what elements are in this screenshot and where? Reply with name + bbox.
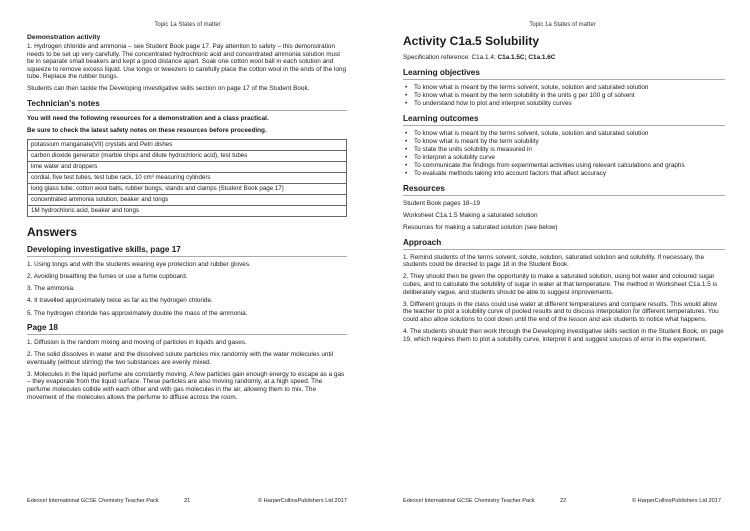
list-item: • To know what is meant by the term solubility in the units g per 100 g of solvent: [403, 92, 725, 100]
footer-copyright: © HarperCollinsPublishers Ltd 2017: [258, 498, 348, 504]
list-item: • To know what is meant by the terms solvent, solute, solution and saturated solution: [403, 130, 725, 138]
dis-heading: Developing investigative skills, page 17: [27, 245, 347, 257]
table-cell: long glass tube, cotton wool balls, rubber bungs, stands and clamps (Student Book page 17): [28, 184, 347, 195]
footer-book-title: Edexcel International GCSE Chemistry Teacher Pack: [403, 498, 535, 504]
page-number: 21: [184, 498, 191, 504]
table-row: [28, 206, 347, 217]
demo-title: Demonstration activity: [27, 34, 101, 41]
table-row: [28, 184, 347, 195]
table-row: [28, 151, 347, 162]
list-item: 3. Different groups in the class could use water at different temperatures and compare results. This would allow the teacher to plot a solubility curve of pooled results and to discuss interpolation for different temperatures. You could also allow solutions to cool down until the end of the lesson and ask students to notice what happens.: [403, 300, 719, 323]
list-item: 1. Diffusion is the random mixing and moving of particles in liquids and gases.: [27, 339, 247, 347]
list-item: 3. Molecules in the liquid perfume are constantly moving. A few particles gain enough energy to escape as a gas – they evaporate from the liquid surface. These particles are also moving randomly, at a high speed. The perfume molecules collide with each other and with gas molecules in the air, allowing them to mix. The movement of the molecules allows the perfume to diffuse across the room.: [27, 370, 345, 401]
table-cell: potassium manganate(VII) crystals and Petri dishes: [28, 140, 347, 151]
spec-reference: [403, 54, 725, 61]
spec-prefix: Specification reference: C1a.1.4;: [403, 54, 498, 61]
resources-table: [27, 139, 347, 217]
footer-book-title: Edexcel International GCSE Chemistry Teacher Pack: [27, 498, 159, 504]
right-page: [375, 0, 750, 531]
activity-title: Activity C1a.5 Solubility: [403, 34, 540, 48]
tech-check-text: Be sure to check the latest safety notes on these resources before proceeding.: [27, 127, 267, 135]
table-cell: carbon dioxide generator (marble chips and dilute hydrochloric acid), test tubes: [28, 151, 347, 162]
running-header: Topic 1a States of matter: [154, 22, 221, 28]
right-page-content: [403, 34, 725, 348]
table-cell: 1M hydrochloric acid, beaker and tongs: [28, 206, 347, 217]
list-item: • To evaluate methods taking into account factors that affect accuracy: [403, 170, 725, 178]
footer-copyright: © HarperCollinsPublishers Ltd 2017: [632, 498, 722, 504]
objectives-heading: Learning objectives: [403, 68, 725, 80]
page18-heading: Page 18: [27, 323, 347, 335]
outcomes-heading: Learning outcomes: [403, 114, 725, 126]
list-item: 2. They should then be given the opportunity to make a saturated solution, using hot water and coloured sugar cubes, and to calculate the solubility of sugar in water at that temperature. The method in Worksheet C1a.1.5 is deliberately vague, and students should be able to suggest improvements.: [403, 273, 718, 296]
table-row: [28, 140, 347, 151]
list-item: 1. Using tongs and with the students wearing eye protection and rubber gloves.: [27, 261, 251, 269]
list-item: Resources for making a saturated solution (see below): [403, 224, 558, 232]
list-item: • To understand how to plot and interpret solubility curves: [403, 100, 725, 108]
resources-heading: Resources: [403, 184, 725, 196]
approach-heading: Approach: [403, 238, 725, 250]
table-cell: concentrated ammonia solution, beaker and tongs: [28, 195, 347, 206]
answers-heading: Answers: [27, 225, 78, 240]
list-item: 5. The hydrogen chloride has approximately double the mass of the ammonia.: [27, 309, 248, 317]
list-item: • To communicate the findings from experimental activities using relevant calculations and graphs: [403, 162, 725, 170]
table-row: [28, 162, 347, 173]
list-item: Student Book pages 18–19: [403, 200, 481, 207]
tech-need-text: You will need the following resources for a demonstration and a class practical.: [27, 115, 269, 123]
objectives-list: [403, 84, 725, 108]
list-item: • To know what is meant by the terms solvent, solute, solution and saturated solution: [403, 84, 725, 92]
page-number: 22: [560, 498, 567, 504]
demo-tackle: Students can then tackle the Developing investigative skills section on page 17 of the Student Book.: [27, 85, 310, 93]
table-cell: lime water and droppers: [28, 162, 347, 173]
list-item: • To state the units solubility is measured in: [403, 146, 725, 154]
list-item: Worksheet C1a.1.5 Making a saturated solution: [403, 212, 538, 220]
spec-codes: C1a.1.5C; C1a.1.6C: [497, 54, 556, 61]
demo-text: 1. Hydrogen chloride and ammonia – see Student Book page 17. Pay attention to safety – this demonstration needs to be set up very carefully. The concentrated hydrochloric acid and concentrated ammonia solution must be in separate small beakers and kept a good distance apart. Soak one cotton wool ball in each solution and squeeze to remove excess liquid. Use tongs or tweezers to carefully place the cotton wool in the ends of the long tube. Replace the rubber bungs.: [27, 43, 347, 81]
list-item: 2. Avoiding breathing the fumes or use a fume cupboard.: [27, 273, 188, 281]
list-item: 4. It travelled approximately twice as far as the hydrogen chloride.: [27, 297, 213, 305]
list-item: 2. The solid dissolves in water and the dissolved solute particles mix randomly with the water molecules until eventually (without stirring) the two substances are evenly mixed.: [27, 351, 334, 366]
outcomes-list: [403, 130, 725, 178]
list-item: 3. The ammonia.: [27, 285, 75, 293]
table-row: [28, 173, 347, 184]
list-item: • To know what is meant by the term solubility: [403, 138, 725, 146]
table-row: [28, 195, 347, 206]
tech-notes-heading: Technician's notes: [27, 99, 347, 111]
left-page-content: [27, 34, 347, 406]
running-header: Topic 1a States of matter: [529, 22, 596, 28]
list-item: 1. Remind students of the terms solvent, solute, solution, saturated solution and solubility. If necessary, the students could be directed to page 18 in the Student Book.: [403, 253, 704, 269]
table-cell: cordial, five test tubes, test tube rack, 10 cm³ measuring cylinders: [28, 173, 347, 184]
list-item: • To interpret a solubility curve: [403, 154, 725, 162]
list-item: 4. The students should then work through the Developing investigative skills section in the Student Book, on page 19, which requires them to plot a solubility curve, interpret it and suggest sources of error in the experiment.: [403, 328, 724, 343]
